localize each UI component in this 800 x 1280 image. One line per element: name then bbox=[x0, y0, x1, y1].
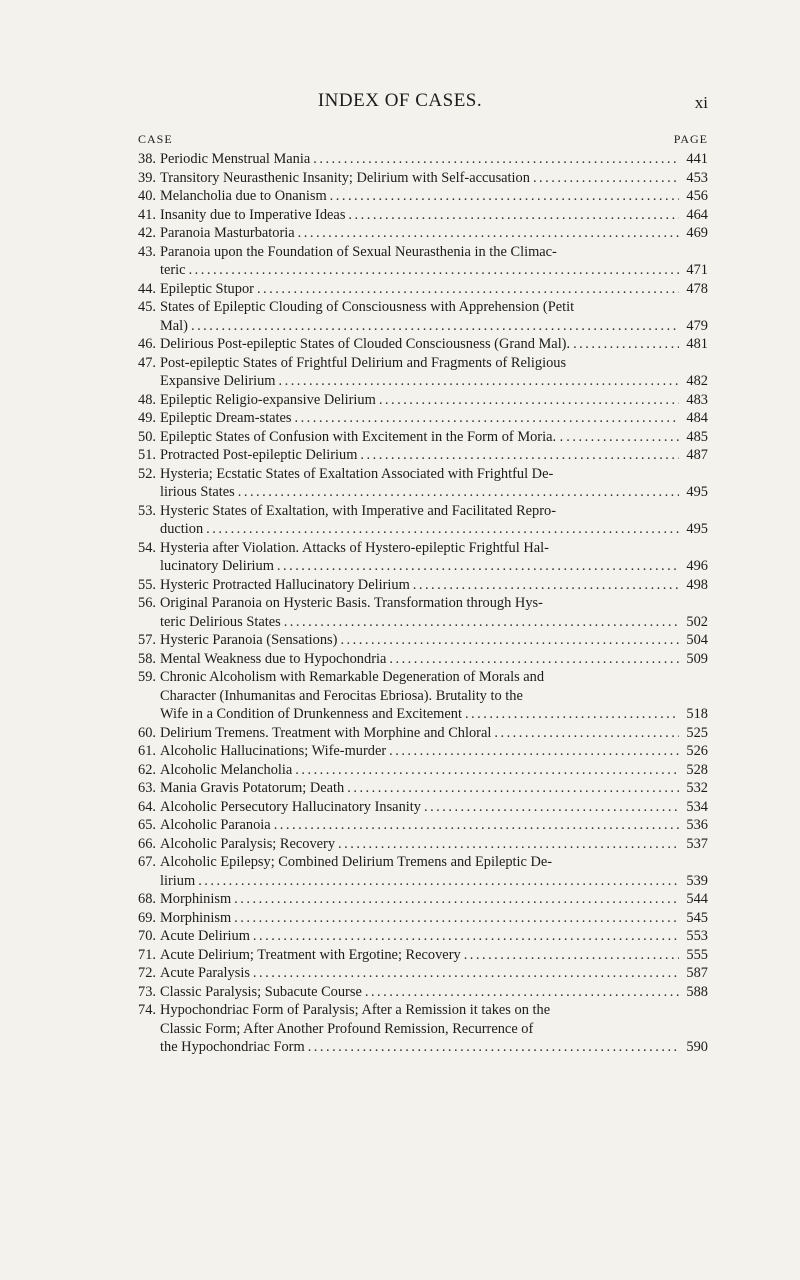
case-number: 41. bbox=[138, 206, 156, 223]
index-entry bbox=[138, 983, 708, 1002]
page-ref: 481 bbox=[686, 336, 708, 352]
case-title: Chronic Alcoholism with Remarkable Degeneration of Morals and bbox=[160, 669, 545, 685]
case-title: Paranoia Masturbatoria bbox=[160, 225, 295, 241]
entry-first-line bbox=[138, 409, 708, 428]
entry-continuation-line bbox=[138, 872, 708, 891]
dot-leader bbox=[234, 890, 679, 909]
index-entry bbox=[138, 909, 708, 928]
dot-leader bbox=[424, 798, 679, 817]
index-entry bbox=[138, 224, 708, 243]
case-title: Epileptic Stupor bbox=[160, 280, 254, 297]
case-number: 38. bbox=[138, 151, 156, 167]
dot-leader bbox=[253, 964, 679, 983]
case-number: 69. bbox=[138, 909, 156, 926]
case-title: Post-epileptic States of Frightful Delirium and Fragments of Religious bbox=[160, 354, 567, 371]
index-entry bbox=[138, 779, 708, 798]
dot-leader bbox=[295, 761, 679, 780]
case-column-header: CASE bbox=[138, 132, 173, 146]
case-number: 68. bbox=[138, 891, 156, 907]
case-number: 55. bbox=[138, 576, 156, 593]
index-entry bbox=[138, 409, 708, 428]
index-entry bbox=[138, 890, 708, 909]
entry-continuation-line bbox=[138, 1020, 708, 1039]
case-title: Alcoholic Hallucinations; Wife-murder bbox=[160, 743, 387, 759]
dot-leader bbox=[191, 317, 679, 336]
dot-leader bbox=[348, 206, 679, 225]
page-ref: 495 bbox=[686, 521, 708, 537]
page-ref: 484 bbox=[686, 410, 708, 426]
page-ref: 487 bbox=[686, 447, 708, 463]
entry-first-line bbox=[138, 169, 708, 188]
page-column-header: PAGE bbox=[673, 132, 708, 146]
case-title: Mania Gravis Potatorum; Death bbox=[160, 780, 345, 796]
case-title: Epileptic Dream-states bbox=[160, 410, 292, 426]
entry-first-line bbox=[138, 187, 708, 206]
running-head bbox=[0, 90, 800, 116]
dot-leader bbox=[234, 909, 679, 928]
entry-first-line bbox=[138, 909, 708, 928]
index-entry bbox=[138, 594, 708, 631]
page-ref: 483 bbox=[686, 391, 708, 408]
entry-first-line bbox=[138, 853, 708, 872]
case-title: Delirious Post-epileptic States of Clouded Consciousness (Grand Mal). bbox=[160, 336, 571, 352]
case-number: 60. bbox=[138, 724, 156, 741]
entry-first-line bbox=[138, 650, 708, 669]
case-number: 46. bbox=[138, 336, 156, 352]
case-title: Periodic Menstrual Mania bbox=[160, 151, 311, 167]
case-title: Classic Paralysis; Subacute Course bbox=[160, 983, 362, 1000]
case-title: Hysteric Protracted Hallucinatory Delirium bbox=[160, 576, 410, 593]
dot-leader bbox=[464, 946, 679, 965]
case-title: lirium bbox=[160, 872, 196, 889]
case-title: Acute Paralysis bbox=[160, 965, 250, 981]
case-title: Mal) bbox=[160, 317, 188, 334]
page-ref: 441 bbox=[686, 151, 708, 167]
dot-leader bbox=[257, 280, 679, 299]
case-number: 66. bbox=[138, 835, 156, 852]
entry-first-line bbox=[138, 539, 708, 558]
case-title: Morphinism bbox=[160, 891, 232, 907]
entry-continuation-line bbox=[138, 687, 708, 706]
case-number: 45. bbox=[138, 299, 156, 315]
dot-leader bbox=[494, 724, 679, 743]
page-ref: 532 bbox=[686, 780, 708, 796]
case-title: teric Delirious States bbox=[160, 613, 281, 630]
entry-first-line bbox=[138, 502, 708, 521]
index-entry bbox=[138, 298, 708, 335]
index-entry bbox=[138, 465, 708, 502]
case-title: lirious States bbox=[160, 484, 235, 500]
index-entry bbox=[138, 798, 708, 817]
entry-first-line bbox=[138, 983, 708, 1002]
page-ref: 504 bbox=[686, 632, 708, 648]
case-title: Character (Inhumanitas and Ferocitas Ebriosa). Brutality to the bbox=[160, 687, 523, 704]
index-entry bbox=[138, 391, 708, 410]
page-ref: 482 bbox=[686, 373, 708, 389]
entry-first-line bbox=[138, 964, 708, 983]
entry-first-line bbox=[138, 946, 708, 965]
case-number: 47. bbox=[138, 354, 156, 371]
index-entry bbox=[138, 539, 708, 576]
page-ref: 464 bbox=[686, 206, 708, 223]
page-ref: 555 bbox=[686, 946, 708, 963]
entry-first-line bbox=[138, 298, 708, 317]
case-number: 49. bbox=[138, 410, 156, 426]
page-ref: 478 bbox=[686, 280, 708, 297]
entry-first-line bbox=[138, 335, 708, 354]
page-title: INDEX OF CASES. bbox=[317, 90, 483, 111]
dot-leader bbox=[308, 1038, 679, 1057]
entry-first-line bbox=[138, 206, 708, 225]
entry-first-line bbox=[138, 631, 708, 650]
entry-first-line bbox=[138, 798, 708, 817]
case-title: Alcoholic Paranoia bbox=[160, 817, 271, 833]
case-title: Epileptic States of Confusion with Excitement in the Form of Moria. . bbox=[160, 428, 564, 445]
index-entry bbox=[138, 964, 708, 983]
case-title: Paranoia upon the Foundation of Sexual Neurasthenia in the Climac- bbox=[160, 243, 557, 260]
page-ref: 456 bbox=[686, 188, 708, 204]
case-number: 58. bbox=[138, 650, 156, 667]
case-number: 50. bbox=[138, 428, 156, 445]
case-title: Classic Form; After Another Profound Remission, Recurrence of bbox=[160, 1020, 534, 1037]
index-entry bbox=[138, 816, 708, 835]
dot-leader bbox=[566, 428, 679, 447]
index-entry bbox=[138, 502, 708, 539]
dot-leader bbox=[238, 483, 679, 502]
index-entry bbox=[138, 280, 708, 299]
index-entry bbox=[138, 724, 708, 743]
case-number: 54. bbox=[138, 539, 156, 556]
case-title: Hysteria; Ecstatic States of Exaltation Associated with Frightful De- bbox=[160, 465, 554, 482]
entry-first-line bbox=[138, 150, 708, 169]
case-number: 71. bbox=[138, 946, 156, 963]
entry-first-line bbox=[138, 391, 708, 410]
entry-first-line bbox=[138, 594, 708, 613]
index-entry bbox=[138, 742, 708, 761]
case-title: Acute Delirium bbox=[160, 928, 250, 944]
case-number: 39. bbox=[138, 169, 156, 186]
dot-leader bbox=[379, 391, 679, 410]
page-ref: 545 bbox=[686, 909, 708, 926]
case-title: Transitory Neurasthenic Insanity; Delirium with Self-accusation bbox=[160, 169, 530, 186]
dot-leader bbox=[284, 613, 679, 632]
index-entry bbox=[138, 927, 708, 946]
dot-leader bbox=[189, 261, 679, 280]
entry-continuation-line bbox=[138, 613, 708, 632]
dot-leader bbox=[533, 169, 679, 188]
page-ref: 588 bbox=[686, 983, 708, 1000]
index-entry bbox=[138, 150, 708, 169]
entry-first-line bbox=[138, 890, 708, 909]
case-title: duction bbox=[160, 521, 204, 537]
case-title: Acute Delirium; Treatment with Ergotine; Recovery bbox=[160, 946, 461, 963]
case-title: Original Paranoia on Hysteric Basis. Transformation through Hys- bbox=[160, 595, 543, 611]
case-title: Wife in a Condition of Drunkenness and Excitement bbox=[160, 706, 462, 722]
dot-leader bbox=[389, 742, 679, 761]
dot-leader bbox=[365, 983, 679, 1002]
index-entry bbox=[138, 354, 708, 391]
dot-leader bbox=[198, 872, 679, 891]
index-entry bbox=[138, 1001, 708, 1057]
page-ref: 453 bbox=[686, 169, 708, 186]
index-entry bbox=[138, 446, 708, 465]
case-title: Mental Weakness due to Hypochondria bbox=[160, 650, 387, 667]
entry-first-line bbox=[138, 1001, 708, 1020]
entry-continuation-line bbox=[138, 372, 708, 391]
dot-leader bbox=[465, 705, 679, 724]
index-entry bbox=[138, 169, 708, 188]
dot-leader bbox=[347, 779, 679, 798]
dot-leader bbox=[338, 835, 679, 854]
case-title: Alcoholic Epilepsy; Combined Delirium Tremens and Epileptic De- bbox=[160, 854, 553, 870]
entry-continuation-line bbox=[138, 1038, 708, 1057]
entry-first-line bbox=[138, 835, 708, 854]
dot-leader bbox=[298, 224, 679, 243]
case-number: 67. bbox=[138, 854, 156, 870]
index-entry bbox=[138, 835, 708, 854]
dot-leader bbox=[253, 927, 679, 946]
dot-leader bbox=[279, 372, 680, 391]
case-number: 56. bbox=[138, 595, 156, 611]
entry-first-line bbox=[138, 428, 708, 447]
case-title: Hysteria after Violation. Attacks of Hystero-epileptic Frightful Hal- bbox=[160, 539, 549, 556]
page-ref: 471 bbox=[686, 262, 708, 278]
dot-leader bbox=[413, 576, 679, 595]
index-entry bbox=[138, 576, 708, 595]
case-title: States of Epileptic Clouding of Consciousness with Apprehension (Petit bbox=[160, 299, 575, 315]
index-entry bbox=[138, 187, 708, 206]
case-title: Morphinism bbox=[160, 909, 232, 926]
entry-first-line bbox=[138, 779, 708, 798]
entry-first-line bbox=[138, 576, 708, 595]
case-number: 62. bbox=[138, 761, 156, 778]
entry-first-line bbox=[138, 668, 708, 687]
case-title: teric bbox=[160, 262, 186, 278]
entry-continuation-line bbox=[138, 483, 708, 502]
page-ref: 590 bbox=[686, 1039, 708, 1055]
page-ref: 534 bbox=[686, 798, 708, 815]
page-ref: 509 bbox=[686, 650, 708, 667]
entry-continuation-line bbox=[138, 317, 708, 336]
case-title: Hysteric Paranoia (Sensations) bbox=[160, 632, 338, 648]
index-entry bbox=[138, 650, 708, 669]
case-number: 72. bbox=[138, 965, 156, 981]
case-number: 42. bbox=[138, 225, 156, 241]
case-number: 64. bbox=[138, 798, 156, 815]
page-ref: 587 bbox=[686, 965, 708, 981]
case-title: Expansive Delirium bbox=[160, 373, 276, 389]
case-number: 59. bbox=[138, 669, 156, 685]
entry-first-line bbox=[138, 243, 708, 262]
case-number: 63. bbox=[138, 780, 156, 796]
case-number: 65. bbox=[138, 817, 156, 833]
dot-leader bbox=[340, 631, 679, 650]
case-number: 61. bbox=[138, 743, 156, 759]
case-number: 74. bbox=[138, 1002, 156, 1018]
index-entry bbox=[138, 206, 708, 225]
case-title: Melancholia due to Onanism bbox=[160, 188, 327, 204]
entry-continuation-line bbox=[138, 520, 708, 539]
entry-first-line bbox=[138, 742, 708, 761]
case-number: 48. bbox=[138, 391, 156, 408]
page-ref: 536 bbox=[686, 817, 708, 833]
case-title: Protracted Post-epileptic Delirium bbox=[160, 447, 358, 463]
case-number: 40. bbox=[138, 188, 156, 204]
entry-first-line bbox=[138, 816, 708, 835]
dot-leader bbox=[206, 520, 679, 539]
case-number: 52. bbox=[138, 465, 156, 482]
entry-first-line bbox=[138, 446, 708, 465]
dot-leader bbox=[573, 335, 679, 354]
index-entry bbox=[138, 631, 708, 650]
entry-first-line bbox=[138, 465, 708, 484]
index-entry bbox=[138, 428, 708, 447]
case-title: Alcoholic Persecutory Hallucinatory Insanity bbox=[160, 798, 421, 815]
page-number: xi bbox=[694, 93, 708, 112]
index-entry bbox=[138, 335, 708, 354]
index-entry bbox=[138, 668, 708, 724]
case-title: Alcoholic Melancholia bbox=[160, 761, 293, 778]
case-title: Epileptic Religio-expansive Delirium bbox=[160, 391, 376, 408]
entry-first-line bbox=[138, 724, 708, 743]
case-title: the Hypochondriac Form bbox=[160, 1039, 305, 1055]
page-ref: 498 bbox=[686, 576, 708, 593]
dot-leader bbox=[274, 816, 679, 835]
entry-first-line bbox=[138, 927, 708, 946]
page-ref: 528 bbox=[686, 761, 708, 778]
dot-leader bbox=[330, 187, 679, 206]
page-ref: 526 bbox=[686, 743, 708, 759]
page-ref: 502 bbox=[686, 613, 708, 630]
index-entry bbox=[138, 243, 708, 280]
case-number: 43. bbox=[138, 243, 156, 260]
entry-continuation-line bbox=[138, 705, 708, 724]
dot-leader bbox=[389, 650, 679, 669]
page-ref: 485 bbox=[686, 428, 708, 445]
case-title: Insanity due to Imperative Ideas bbox=[160, 206, 346, 223]
case-number: 57. bbox=[138, 632, 156, 648]
dot-leader bbox=[277, 557, 679, 576]
case-number: 70. bbox=[138, 928, 156, 944]
case-index-list bbox=[138, 150, 708, 1057]
entry-continuation-line bbox=[138, 261, 708, 280]
entry-first-line bbox=[138, 224, 708, 243]
index-entry bbox=[138, 853, 708, 890]
page-ref: 544 bbox=[686, 891, 708, 907]
page-ref: 496 bbox=[686, 558, 708, 574]
index-entry bbox=[138, 946, 708, 965]
case-number: 53. bbox=[138, 502, 156, 519]
case-title: lucinatory Delirium bbox=[160, 558, 274, 574]
page-ref: 537 bbox=[686, 835, 708, 852]
dot-leader bbox=[313, 150, 679, 169]
entry-first-line bbox=[138, 761, 708, 780]
case-title: Hypochondriac Form of Paralysis; After a Remission it takes on the bbox=[160, 1002, 551, 1018]
case-number: 51. bbox=[138, 447, 156, 463]
entry-first-line bbox=[138, 280, 708, 299]
page-ref: 495 bbox=[686, 484, 708, 500]
dot-leader bbox=[294, 409, 679, 428]
entry-first-line bbox=[138, 354, 708, 373]
case-title: Delirium Tremens. Treatment with Morphine and Chloral bbox=[160, 724, 492, 741]
index-entry bbox=[138, 761, 708, 780]
page-ref: 553 bbox=[686, 928, 708, 944]
page-ref: 479 bbox=[686, 317, 708, 334]
page-ref: 539 bbox=[686, 872, 708, 889]
case-title: Hysteric States of Exaltation, with Imperative and Facilitated Repro- bbox=[160, 502, 557, 519]
case-title: Alcoholic Paralysis; Recovery bbox=[160, 835, 336, 852]
case-number: 44. bbox=[138, 280, 156, 297]
case-number: 73. bbox=[138, 983, 156, 1000]
page-ref: 525 bbox=[686, 724, 708, 741]
page-ref: 518 bbox=[686, 706, 708, 722]
page-ref: 469 bbox=[686, 225, 708, 241]
entry-continuation-line bbox=[138, 557, 708, 576]
dot-leader bbox=[360, 446, 679, 465]
